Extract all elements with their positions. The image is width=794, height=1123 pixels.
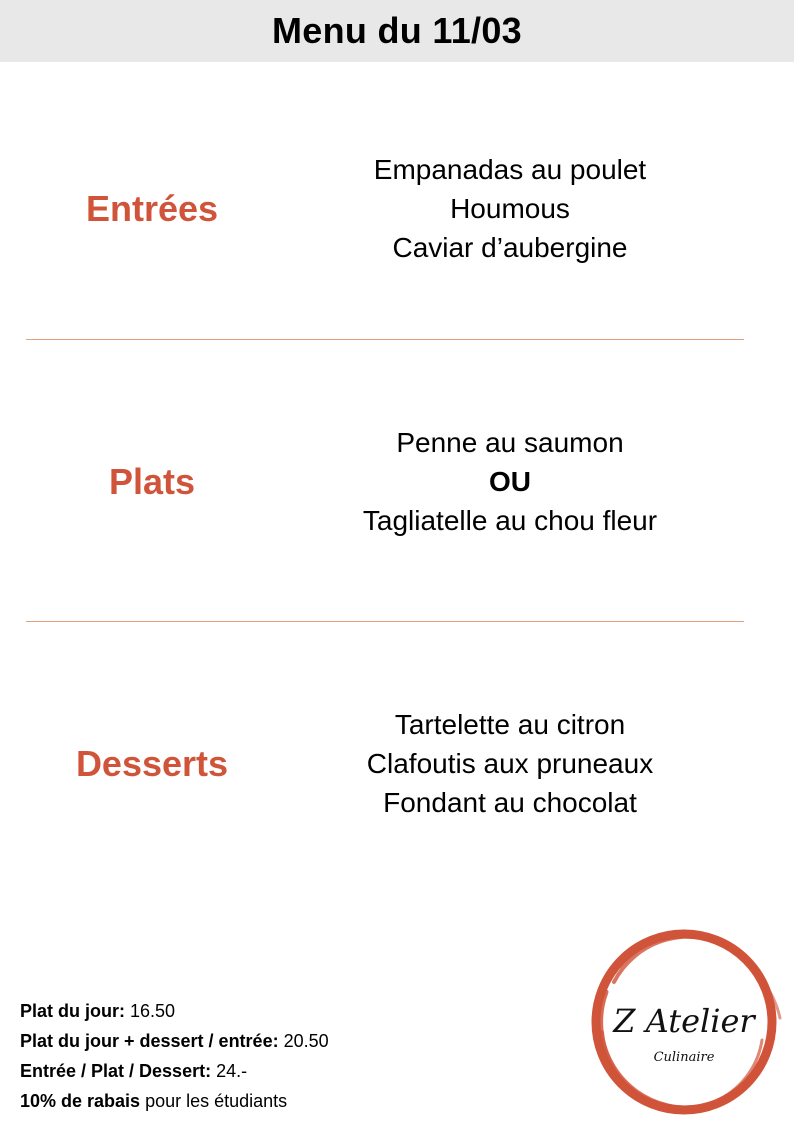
dish-item: Fondant au chocolat xyxy=(383,787,637,818)
dish-separator: OU xyxy=(489,466,531,497)
dish-list xyxy=(310,705,710,822)
dish-list xyxy=(310,423,710,540)
pricing-list xyxy=(20,996,329,1116)
section-label: Desserts xyxy=(75,743,229,784)
logo-subtitle: Culinaire xyxy=(653,1050,715,1065)
price-label: Plat du jour + dessert / entrée: xyxy=(20,1031,279,1051)
section-label: Plats xyxy=(108,461,196,502)
section-divider xyxy=(26,621,744,622)
dish-item: Penne au saumon xyxy=(396,427,624,458)
logo xyxy=(584,922,784,1122)
price-value: 24.- xyxy=(211,1061,248,1081)
dish-item: Tagliatelle au chou fleur xyxy=(362,505,658,536)
price-value: 20.50 xyxy=(278,1031,329,1051)
price-label: Plat du jour: xyxy=(20,1001,125,1021)
section-label: Entrées xyxy=(85,188,219,229)
dish-item: Caviar d’aubergine xyxy=(392,232,628,263)
section-divider xyxy=(26,339,744,340)
price-label: 10% de rabais xyxy=(20,1091,141,1111)
title-bar xyxy=(0,0,794,62)
price-value: pour les étudiants xyxy=(140,1091,288,1111)
dish-item: Tartelette au citron xyxy=(394,709,626,740)
price-row xyxy=(20,996,329,1026)
price-value: 16.50 xyxy=(125,1001,176,1021)
dish-list xyxy=(310,150,710,267)
page-title: Menu du 11/03 xyxy=(272,10,522,51)
dish-item: Clafoutis aux pruneaux xyxy=(366,748,654,779)
logo-name: Z Atelier xyxy=(613,1002,755,1040)
price-label: Entrée / Plat / Dessert: xyxy=(20,1061,212,1081)
price-row xyxy=(20,1086,329,1116)
dish-item: Houmous xyxy=(450,193,570,224)
price-row xyxy=(20,1056,329,1086)
price-row xyxy=(20,1026,329,1056)
dish-item: Empanadas au poulet xyxy=(373,154,647,185)
